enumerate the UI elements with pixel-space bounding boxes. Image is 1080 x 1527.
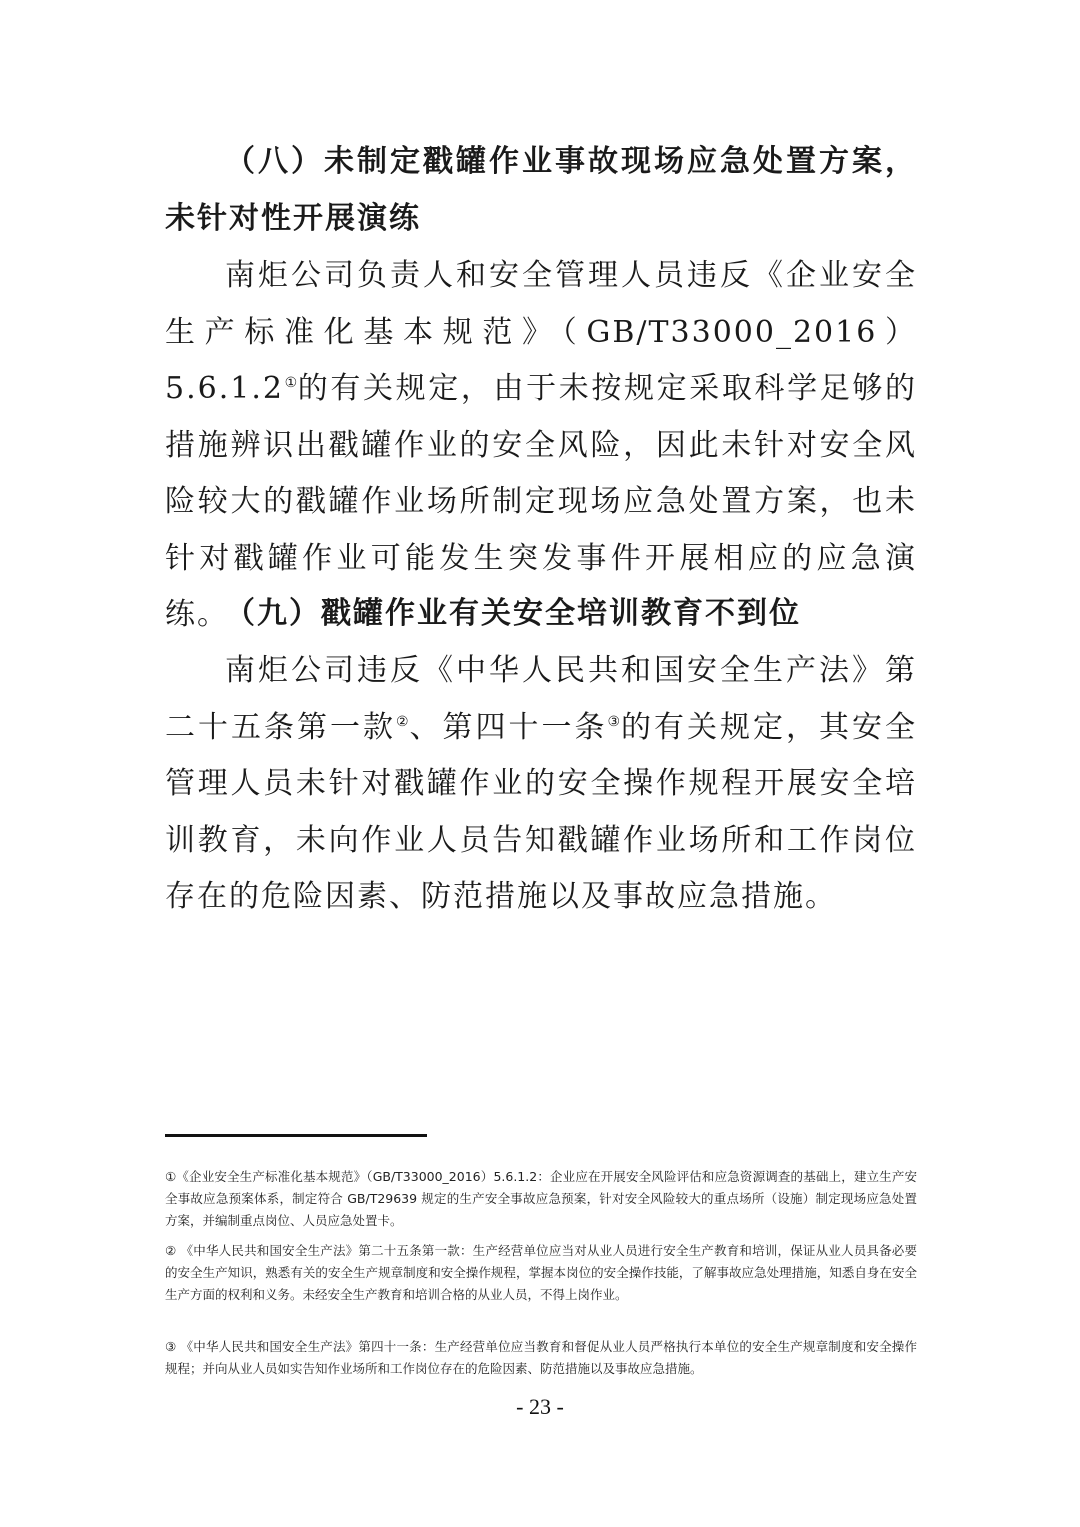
footnote-ref-3[interactable]: ③ xyxy=(607,713,622,730)
footnote-1: ①《企业安全生产标准化基本规范》（GB/T33000_2016）5.6.1.2：企业应在开展安全风险评估和应急资源调查的基础上，建立生产安全事故应急预案体系，制定符合 GB/T29639 规定的生产安全事故应急预案，针对安全风险较大的重点场所（设施）制定现场应急处置方案，并编制重点岗位、人员应急处置卡。 xyxy=(165,1169,917,1228)
section-heading-9: （九）戳罐作业有关安全培训教育不到位 xyxy=(225,596,801,631)
footnote-ref-1[interactable]: ① xyxy=(283,375,298,391)
paragraph-9-text-a: 南炬公司违反《中华人民共和国安全生产法》第二十五条第一款 xyxy=(165,653,917,745)
paragraph-8-text-a: 南炬公司负责人和安全管理人员违反《企业安全生产标准化基本规范》（GB/T33000_2016）5.6.1.2 xyxy=(165,258,917,406)
footnote-2: ② 《中华人民共和国安全生产法》第二十五条第一款：生产经营单位应当对从业人员进行安全生产教育和培训，保证从业人员具备必要的安全生产知识，熟悉有关的安全生产规章制度和安全操作规程，掌握本岗位的安全操作技能，了解事故应急处理措施，知悉自身在安全生产方面的权利和义务。未经安全生产教育和培训合格的从业人员，不得上岗作业。 xyxy=(165,1243,917,1302)
footnote-ref-2[interactable]: ② xyxy=(395,713,410,730)
footnote-separator xyxy=(165,1134,427,1137)
footnote-3: ③ 《中华人民共和国安全生产法》第四十一条：生产经营单位应当教育和督促从业人员严格执行本单位的安全生产规章制度和安全操作规程；并向从业人员如实告知作业场所和工作岗位存在的危险因素、防范措施以及事故应急措施。 xyxy=(165,1339,917,1376)
section-heading-8: （八）未制定戳罐作业事故现场应急处置方案，未针对性开展演练 xyxy=(165,144,917,236)
paragraph-8-text-b: 的有关规定，由于未按规定采取科学足够的措施辨识出戳罐作业的安全风险，因此未针对安全风险较大的戳罐作业场所制定现场应急处置方案，也未针对戳罐作业可能发生突发事件开展相应的应急演练。 xyxy=(165,371,918,632)
paragraph-section-9 xyxy=(165,643,917,926)
paragraph-section-8 xyxy=(165,248,917,644)
paragraph-9-text-b: 、第四十一条 xyxy=(409,709,608,745)
paragraph-9-text-c: 的有关规定，其安全管理人员未针对戳罐作业的安全操作规程开展安全培训教育，未向作业人员告知戳罐作业场所和工作岗位存在的危险因素、防范措施以及事故应急措施。 xyxy=(165,709,917,914)
page-number: - 23 - xyxy=(516,1394,564,1419)
